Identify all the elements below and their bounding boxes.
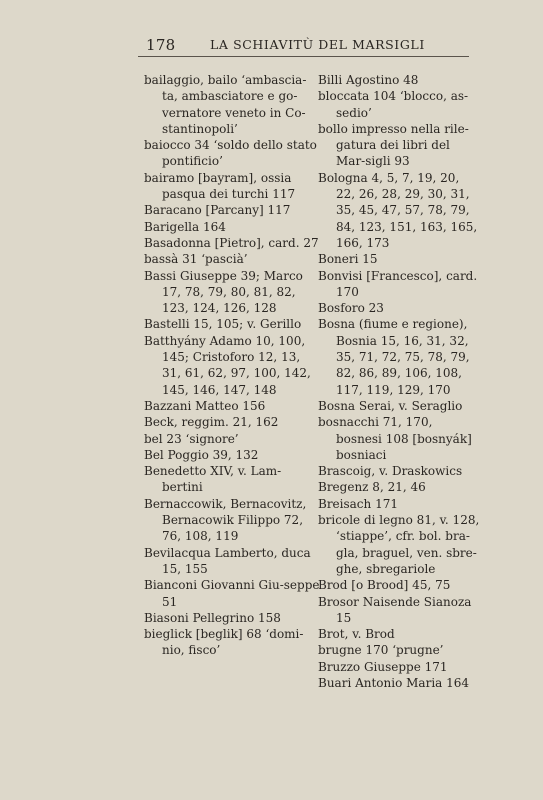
index-entry: Beck, reggim. 21, 162: [144, 415, 279, 430]
index-entry: bailaggio, bailo ‘ambascia-ta, ambasciatore e go-vernatore veneto in Co-stantinopoli’: [144, 73, 307, 136]
index-entry: Bosna Serai, v. Seraglio: [318, 398, 463, 413]
index-column-left: [144, 72, 320, 659]
index-entry: Brosor Naisende Sianoza 15: [318, 594, 472, 625]
index-entry: Barigella 164: [144, 219, 226, 234]
index-entry: Basadonna [Pietro], card. 27: [144, 235, 319, 250]
index-entry: bosnacchi 71, 170, bosnesi 108 [bosnyák] bosniaci: [318, 415, 472, 462]
index-entry: bassà 31 ‘pascià’: [144, 252, 248, 267]
header-rule: [138, 56, 469, 57]
index-entry: bollo impresso nella rile-gatura dei libri del Mar-sigli 93: [318, 121, 469, 169]
index-entry: bricole di legno 81, v. 128, ‘stiappe’, cfr. bol. bra-gla, braguel, ven. sbre-ghe, sbregariole: [318, 513, 480, 576]
index-entry: Buari Antonio Maria 164: [318, 675, 470, 690]
index-entry: brugne 170 ‘prugne’: [318, 643, 444, 658]
index-entry: Bosna (fiume e regione), Bosnia 15, 16, 31, 32, 35, 71, 72, 75, 78, 79, 82, 86, 89, 106, 108, 117, 119, 129, 170: [318, 317, 470, 397]
index-entry: Bonvisi [Francesco], card. 170: [318, 268, 478, 299]
index-entry: Baracano [Parcany] 117: [144, 203, 291, 218]
index-entry: Bianconi Giovanni Giu-seppe 51: [144, 578, 320, 609]
index-entry: Brot, v. Brod: [318, 627, 395, 642]
index-entry: Bel Poggio 39, 132: [144, 447, 259, 462]
index-entry: Breisach 171: [318, 496, 398, 511]
index-entry: Brod [o Brood] 45, 75: [318, 578, 451, 593]
index-entry: Bazzani Matteo 156: [144, 398, 266, 413]
index-entry: bloccata 104 ‘blocco, as-sedio’: [318, 89, 469, 120]
index-entry: Billi Agostino 48: [318, 73, 419, 87]
index-entry: bieglick [beglik] 68 ‘domi-nio, fisco’: [144, 627, 304, 658]
index-entry: Bernaccowik, Bernacovitz, Bernacowik Filippo 72, 76, 108, 119: [144, 496, 307, 544]
index-entry: Bregenz 8, 21, 46: [318, 480, 426, 495]
index-column-right: [318, 72, 480, 691]
index-entry: bel 23 ‘signore’: [144, 431, 239, 446]
index-entry: bairamo [bayram], ossia pasqua dei turchi 117: [144, 170, 296, 202]
index-entry: Bologna 4, 5, 7, 19, 20, 22, 26, 28, 29, 30, 31, 35, 45, 47, 57, 78, 79, 84, 123, 151, 163, 165, 166, 173: [318, 170, 478, 250]
index-entry: Bevilacqua Lamberto, duca 15, 155: [144, 545, 311, 576]
index-entry: Boneri 15: [318, 252, 378, 267]
index-entry: Bastelli 15, 105; v. Gerillo: [144, 317, 302, 332]
index-entry: Bassi Giuseppe 39; Marco 17, 78, 79, 80, 81, 82, 123, 124, 126, 128: [144, 268, 303, 316]
index-entry: Biasoni Pellegrino 158: [144, 610, 281, 625]
index-entry: Bosforo 23: [318, 301, 384, 316]
running-title: LA SCHIAVITÙ DEL MARSIGLI: [210, 37, 425, 52]
index-entry: baiocco 34 ‘soldo dello stato pontificio’: [144, 138, 317, 169]
index-entry: Benedetto XIV, v. Lam-bertini: [144, 464, 282, 495]
index-entry: Brascoig, v. Draskowics: [318, 464, 463, 479]
index-entry: Bruzzo Giuseppe 171: [318, 659, 448, 674]
index-entry: Batthyány Adamo 10, 100, 145; Cristoforo 12, 13, 31, 61, 62, 97, 100, 142, 145, 146, 147, 148: [144, 333, 311, 397]
page-number: 178: [146, 36, 176, 54]
